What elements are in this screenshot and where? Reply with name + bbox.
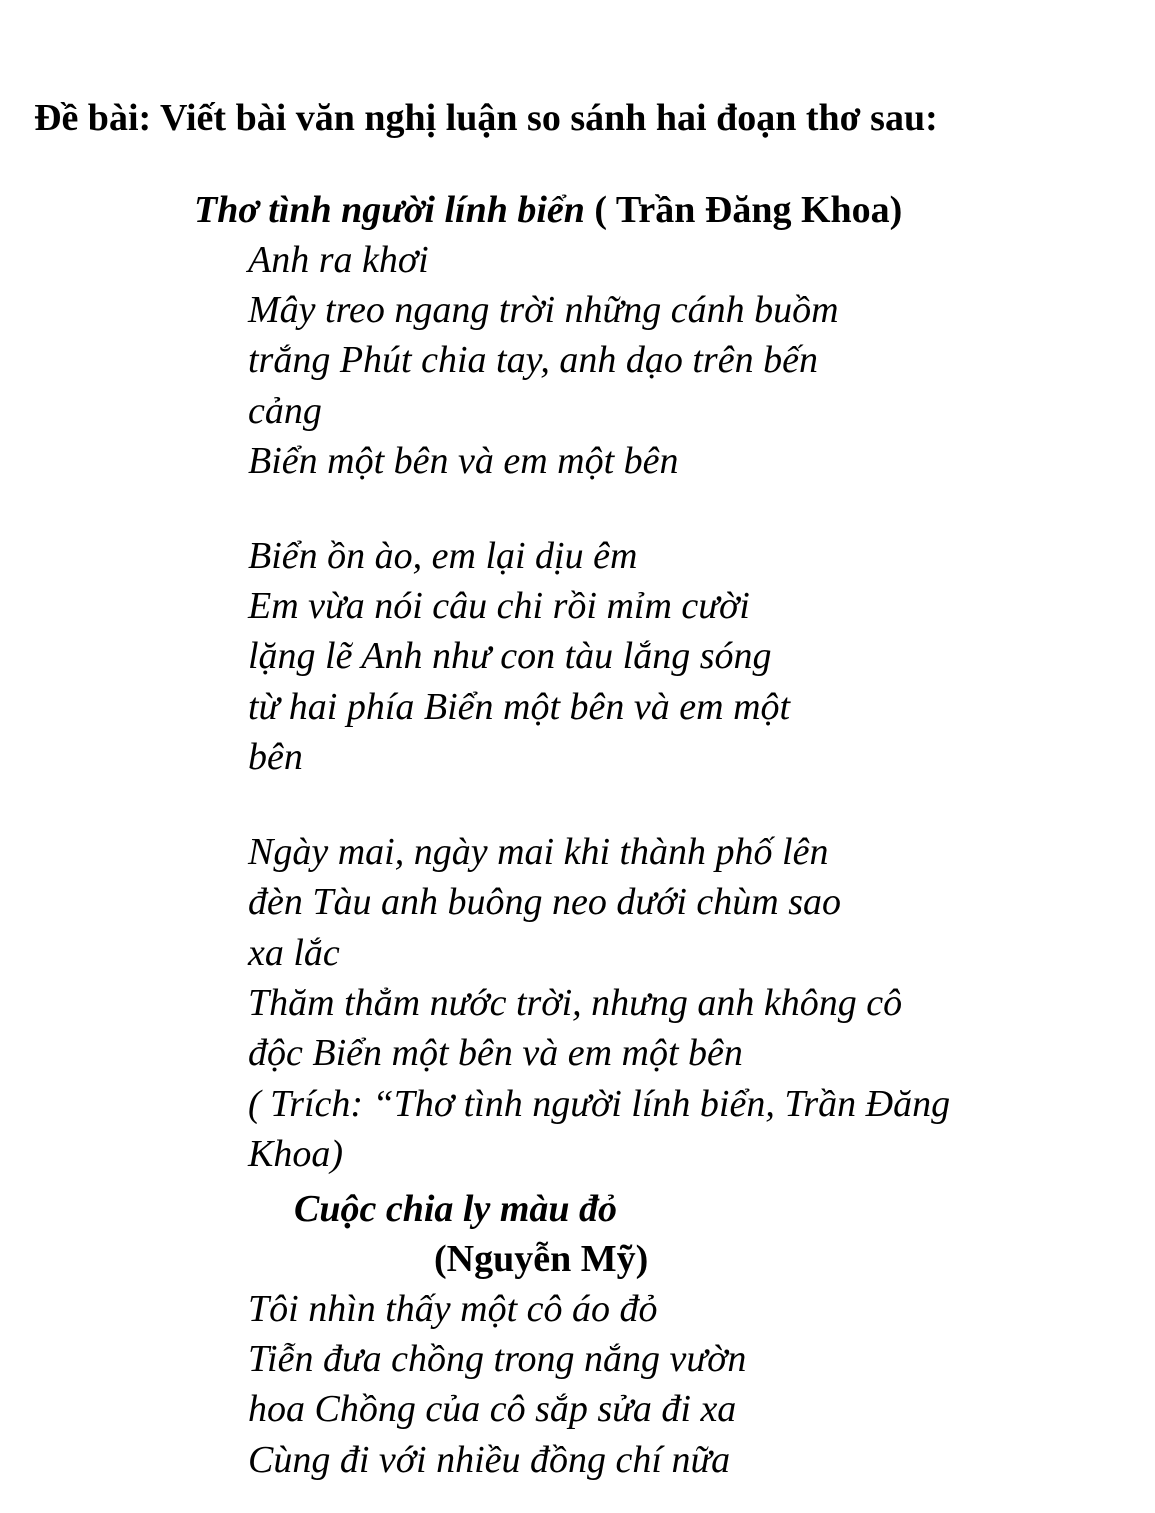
poem1-author: ( Trần Đăng Khoa) bbox=[594, 189, 903, 231]
poem1-title-line bbox=[194, 187, 902, 233]
poem1-line: độc Biển một bên và em một bên bbox=[248, 1032, 743, 1074]
poem1-citation-line: Khoa) bbox=[248, 1133, 343, 1175]
poem1-line: Anh ra khơi bbox=[248, 239, 429, 281]
poem1-line: Ngày mai, ngày mai khi thành phố lên bbox=[248, 831, 829, 873]
poem1-citation-line: ( Trích: “Thơ tình người lính biển, Trần Đăng bbox=[248, 1083, 951, 1125]
poem1-line: đèn Tàu anh buông neo dưới chùm sao bbox=[248, 881, 842, 923]
poem1-line: Mây treo ngang trời những cánh buồm bbox=[248, 289, 839, 331]
poem1-line: Thăm thẳm nước trời, nhưng anh không cô bbox=[248, 982, 903, 1024]
poem1-line: Em vừa nói câu chi rồi mỉm cười bbox=[248, 585, 750, 627]
poem2-author: (Nguyễn Mỹ) bbox=[434, 1238, 649, 1280]
poem2-title: Cuộc chia ly màu đỏ bbox=[294, 1188, 618, 1230]
poem1-line: Biển một bên và em một bên bbox=[248, 440, 679, 482]
poem1-line: lặng lẽ Anh như con tàu lắng sóng bbox=[248, 635, 772, 677]
poem1-line: trắng Phút chia tay, anh dạo trên bến bbox=[248, 339, 818, 381]
poem1-line: cảng bbox=[248, 390, 322, 432]
assignment-heading: Đề bài: Viết bài văn nghị luận so sánh hai đoạn thơ sau: bbox=[34, 97, 938, 139]
poem1-line: từ hai phía Biển một bên và em một bbox=[248, 686, 791, 728]
poem2-line: hoa Chồng của cô sắp sửa đi xa bbox=[248, 1388, 737, 1430]
poem2-line: Tôi nhìn thấy một cô áo đỏ bbox=[248, 1288, 658, 1330]
poem1-line: bên bbox=[248, 736, 303, 778]
poem1-line: xa lắc bbox=[248, 932, 340, 974]
poem2-line: Cùng đi với nhiều đồng chí nữa bbox=[248, 1439, 731, 1481]
poem1-line: Biển ồn ào, em lại dịu êm bbox=[248, 535, 638, 577]
poem1-title: Thơ tình người lính biển bbox=[194, 189, 585, 231]
poem2-line: Tiễn đưa chồng trong nắng vườn bbox=[248, 1338, 747, 1380]
